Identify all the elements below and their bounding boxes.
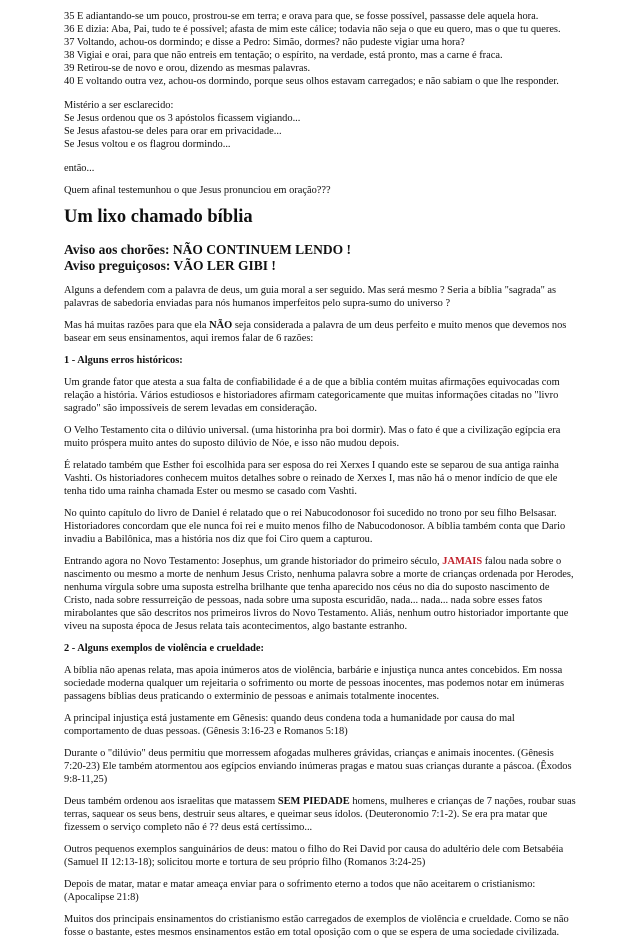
mystery-block [64,99,576,151]
section2-paragraph: Outros pequenos exemplos sanguinários de deus: matou o filho do Rei David por causa do adultério dele com Betsabéia (Samuel II 12:13-18); solicitou morte e tortura de seu próprio filho (Romanos 3:24-25) [64,844,564,868]
section-heading-1: 1 - Alguns erros históricos: [64,355,183,366]
section1-paragraph [64,555,576,633]
intro-text: Mas há muitas razões para que ela [64,320,210,331]
section2-paragraph: Depois de matar, matar e matar ameaça enviar para o sofrimento eterno a todos que não aceitarem o cristianismo: (Apocalipse 21:8) [64,879,536,903]
mystery-heading: Mistério a ser esclarecido: [64,100,174,111]
mystery-line: Se Jesus ordenou que os 3 apóstolos ficassem vigiando... [64,113,301,124]
question-text: Quem afinal testemunhou o que Jesus pronunciou em oração??? [64,185,331,196]
warnings-block [64,242,576,274]
paragraph-text: Entrando agora no Novo Testamento: Josephus, um grande historiador do primeiro século, [64,556,443,567]
verse-35: 35 E adiantando-se um pouco, prostrou-se em terra; e orava para que, se fosse possível, passasse dele aquela hora. [64,11,539,22]
section2-paragraph: A bíblia não apenas relata, mas apoia inúmeros atos de violência, barbárie e injustiça nunca antes concebidos. Em nossa sociedade moderna qualquer um rejeitaria o sofrimento ou morte de pessoas inocentes, mas podemos notar em inúmeras passagens bíblias deus praticando o exterminio de pessoas e animais totalmente inocentes. [64,665,565,702]
warning-chorões: Aviso aos chorões: NÃO CONTINUEM LENDO ! [64,242,351,257]
section1-paragraph: No quinto capítulo do livro de Daniel é relatado que o rei Nabucodonosor foi sucedido no trono por seu filho Belsasar. Historiadores concordam que ele nunca foi rei e muito menos filho de Nabucodonosor. A bíblia também conta que Dario invadiu a Babilônica, mas a história nos diz que foi Ciro quem a capturou. [64,508,566,545]
entao-text: então... [64,163,95,174]
sem-piedade-emphasis: SEM PIEDADE [277,796,350,807]
intro-reasons-paragraph [64,319,576,345]
verse-38: 38 Vigiai e orai, para que não entreis em tentação; o espírito, na verdade, está pronto, mas a carne é fraca. [64,50,503,61]
section1-paragraph: O Velho Testamento cita o dilúvio universal. (uma historinha pra boi dormir). Mas o fato é que a civilização egípcia era muito próspera muito antes do suposto dilúvio de Nóe, e isso não mudou depois. [64,425,561,449]
paragraph-text: falou nada sobre o nascimento ou mesmo a morte de nenhum Jesus Cristo, nenhuma palavra sobre a morte de crianças ordenada por Herodes, nenhuma vírgula sobre uma suposta estrelha brilhante que tenha aparecido nos céus no dia do suposto nascimento de Cristo, nada sobre ressurreição de pessoas, nada sobre uma suposta escuridão, nada... nada... nada sobre esses fatos mirabolantes que são descritos nos primeiros livros do Novo Testamento. Aliás, nenhum outro historiador importante que viveu na suposta época de Jesus relata tais acontecimentos, algo bastante estranho. [64,556,574,632]
section2-paragraph [64,795,576,834]
section2-paragraph: Durante o "dilúvio" deus permitiu que morressem afogadas mulheres grávidas, crianças e animais inocentes. (Gênesis 7:20-23) Ele também atormentou aos egípcios enviando inúmeras pragas e matou suas crianças durante a páscoa. (Êxodos 9:8-11,25) [64,748,572,785]
verse-36: 36 E dizia: Aba, Pai, tudo te é possível; afasta de mim este cálice; todavia não seja o que eu quero, mas o que tu queres. [64,24,561,35]
section2-paragraph: Muitos dos principais ensinamentos do cristianismo estão carregados de exemplos de violência e crueldade. Como se não fosse o bastante, estes mesmos ensinamentos estão em total oposição com o que se espera de uma sociedade civilizada. [64,914,569,938]
paragraph-text: Deus também ordenou aos israelitas que matassem [64,796,278,807]
section1-paragraph: Um grande fator que atesta a sua falta de confiabilidade é a de que a bíblia contém muitas afirmações equivocadas com relação a história. Vários estudiosos e historiadores afirmam categoricamente que muitas informações citadas no "livro sagrado" são impossíveis de serem levadas em consideração. [64,377,560,414]
mystery-line: Se Jesus voltou e os flagrou dormindo... [64,139,231,150]
intro-paragraph: Alguns a defendem com a palavra de deus, um guia moral a ser seguido. Mas será mesmo ? Seria a bíblia "sagrada" as palavras de sabedoria enviadas para nós humanos imperfeitos pelo supra-sumo do universo ? [64,285,557,309]
verse-39: 39 Retirou-se de novo e orou, dizendo as mesmas palavras. [64,63,311,74]
intro-text: seja considerada a palavra de um deus perfeito e muito menos que devemos nos basear em seus ensinamentos, aqui iremos falar de 6 razões: [64,320,567,344]
verse-37: 37 Voltando, achou-os dormindo; e disse a Pedro: Simão, dormes? não pudeste vigiar uma hora? [64,37,465,48]
section2-paragraph: A principal injustiça está justamente em Gênesis: quando deus condena toda a humanidade por causa do mal comportamento de duas pessoas. (Gênesis 3:16-23 e Romanos 5:18) [64,713,515,737]
intro-emphasis: NÃO [209,320,233,331]
section-heading-2: 2 - Alguns exemplos de violência e crueldade: [64,643,265,654]
paragraph-text: homens, mulheres e crianças de 7 nações, roubar suas terras, saquear os seus bens, destruir seus altares, e queimar seus ídolos. (Deuteronomio 7:1-2). Se era pra matar que fizessem o serviço completo não é ?? deus está certíssimo... [64,796,576,833]
verse-40: 40 E voltando outra vez, achou-os dormindo, porque seus olhos estavam carregados; e não sabiam o que lhe responder. [64,76,559,87]
jamais-emphasis: JAMAIS [442,556,483,567]
mystery-line: Se Jesus afastou-se deles para orar em privacidade... [64,126,282,137]
verses-block [64,10,576,88]
warning-preguiçosos: Aviso preguiçosos: VÃO LER GIBI ! [64,258,276,273]
page-title: Um lixo chamado bíblia [64,207,253,227]
section1-paragraph: É relatado também que Esther foi escolhida para ser esposa do rei Xerxes I quando este se separou de sua antiga rainha Vashti. Os historiadores conhecem muitos detalhes sobre o reinado de Xerxes I, mas não há o menor indício de que ele tenha tido uma rainha chamada Ester ou mesmo se casado com Vashti. [64,460,559,497]
